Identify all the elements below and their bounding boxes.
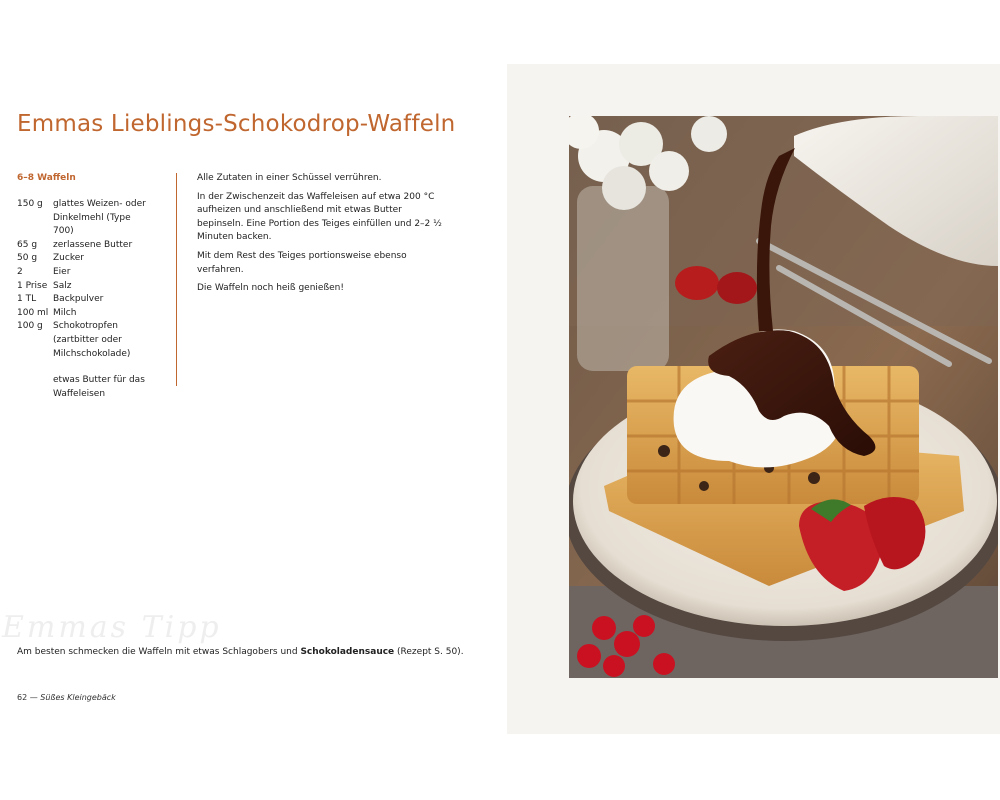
glass-vase bbox=[577, 186, 669, 371]
footer-separator: — bbox=[27, 693, 41, 702]
ingredient-row bbox=[17, 293, 177, 307]
ingredient-amount bbox=[17, 374, 53, 401]
recipe-title: Emmas Lieblings-Schokodrop-Waffeln bbox=[17, 111, 456, 137]
ingredient-amount: 1 TL bbox=[17, 294, 37, 305]
ingredient-name: zerlassene Butter bbox=[53, 239, 133, 250]
ingredient-name: Zucker bbox=[53, 253, 84, 264]
ingredient-row bbox=[17, 374, 177, 401]
ingredient-list bbox=[17, 198, 177, 401]
tip-text-end: (Rezept S. 50). bbox=[394, 647, 464, 657]
ingredient-row bbox=[17, 307, 177, 321]
ingredient-name: Eier bbox=[53, 266, 71, 277]
ingredient-row bbox=[17, 252, 177, 266]
ingredient-amount: 50 g bbox=[17, 253, 38, 264]
ingredient-row bbox=[17, 280, 177, 294]
ingredient-name: Salz bbox=[53, 280, 72, 291]
column-divider bbox=[176, 173, 177, 386]
ingredient-row bbox=[17, 198, 177, 239]
step-paragraph: In der Zwischenzeit das Waffeleisen auf etwa 200 °C aufheizen und anschließend mit etwas Butter bepinseln. Eine Portion des Teiges einfüllen und 2–2 ½ Minuten backen. bbox=[197, 191, 442, 243]
ingredient-amount: 100 ml bbox=[17, 307, 49, 318]
ingredient-row bbox=[17, 320, 177, 361]
tip-text-bold: Schokoladensauce bbox=[300, 647, 395, 657]
tip-heading: Emmas Tipp bbox=[2, 610, 222, 645]
ingredient-row bbox=[17, 239, 177, 253]
ingredient-amount: 2 bbox=[17, 266, 23, 277]
step-paragraph: Mit dem Rest des Teiges portionsweise ebenso verfahren. bbox=[197, 250, 407, 275]
ingredient-name: Backpulver bbox=[53, 294, 104, 305]
section-name: Süßes Kleingebäck bbox=[40, 693, 116, 702]
ingredient-spacer bbox=[17, 361, 177, 374]
step-paragraph: Alle Zutaten in einer Schüssel verrühren. bbox=[197, 173, 382, 183]
page-footer bbox=[17, 693, 116, 702]
ingredient-name: etwas Butter für das Waffeleisen bbox=[53, 375, 145, 399]
ingredient-amount: 150 g bbox=[17, 199, 43, 209]
ingredient-amount: 1 Prise bbox=[17, 280, 48, 291]
ingredient-name: Schokotropfen (zartbitter oder Milchschokolade) bbox=[53, 321, 131, 359]
ingredient-name: glattes Weizen- oder Dinkelmehl (Type 700) bbox=[53, 199, 146, 237]
tip-text bbox=[17, 647, 464, 657]
ingredient-amount: 100 g bbox=[17, 321, 43, 332]
ingredient-name: Milch bbox=[53, 307, 77, 318]
ingredient-row bbox=[17, 266, 177, 280]
preparation-steps bbox=[197, 172, 447, 301]
ingredient-amount: 65 g bbox=[17, 239, 38, 250]
tip-text-start: Am besten schmecken die Waffeln mit etwas Schlagobers und bbox=[17, 647, 301, 657]
step-paragraph: Die Waffeln noch heiß genießen! bbox=[197, 283, 344, 294]
page-number: 62 bbox=[17, 693, 28, 702]
waffle-photo bbox=[569, 116, 998, 678]
recipe-yield: 6–8 Waffeln bbox=[17, 173, 76, 183]
